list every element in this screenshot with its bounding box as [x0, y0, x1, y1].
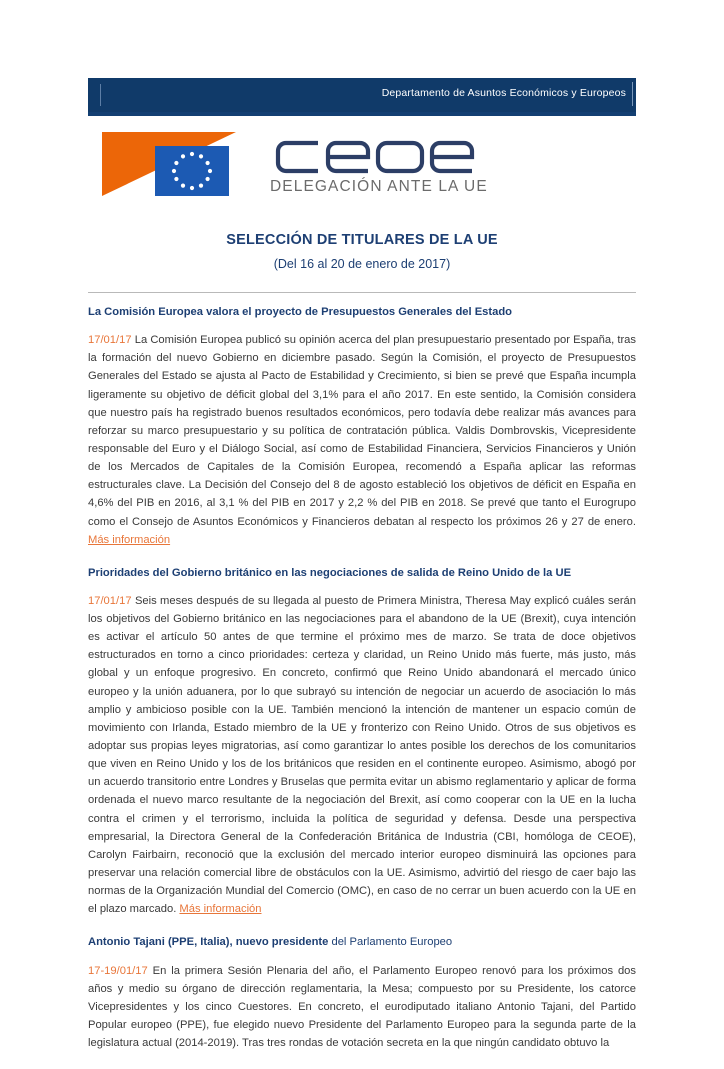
article-1-heading — [88, 305, 636, 320]
page-subtitle: (Del 16 al 20 de enero de 2017) — [273, 257, 451, 271]
title-divider — [88, 292, 636, 293]
article-3-heading-light: del Parlamento Europeo — [331, 936, 453, 949]
header-bottom-rule — [88, 112, 636, 116]
article-3-text: En la primera Sesión Plenaria del año, el Parlamento Europeo renovó para los próximos dos años y medio su órgano de dirección reglamentaria, la Mesa; compuesto por su Presidente, los catorce Vicepresidentes y los cinco Cuestores. En concreto, el eurodiputado italiano Antonio Tajani, del Partido Popular europeo (PPE), fue elegido nuevo Presidente del Parlamento Europeo para la segunda parte de la legislatura actual (2014-2019). Tras tres rondas de votación secreta en la que ningún candidato obtuvo la — [88, 964, 637, 1050]
article-2 — [88, 566, 636, 919]
logo-subtitle: DELEGACIÓN ANTE LA UE — [270, 178, 488, 195]
article-3-date: 17-19/01/17 — [88, 964, 148, 977]
ceoe-logo — [100, 124, 520, 208]
article-1-heading-bold: La Comisión Europea valora el proyecto de Presupuestos Generales del Estado — [88, 306, 513, 318]
header-divider-right-icon — [632, 82, 633, 106]
page-title: SELECCIÓN DE TITULARES DE LA UE — [226, 232, 498, 248]
article-2-text: Seis meses después de su llegada al puesto de Primera Ministra, Theresa May explicó cuáles serán los objetivos del Gobierno británico en las negociaciones para el abandono de la UE (Brexit), cuya intención es activar el artículo 50 antes de que termine el próximo mes de marzo. Se trata de doce objetivos estructurados en torno a cinco prioridades: certeza y claridad, un Reino Unido más fuerte, más justo, más global y un enfoque progresivo. En concreto, confirmó que Reino Unido abandonará el mercado único europeo y la unión aduanera, por lo que subrayó su intención de negociar un acuerdo de asociación lo más amplio y ambicioso posible con la UE. También mencionó la intención de mantener un espacio común de movimiento con Irlanda, Estado miembro de la UE y fronterizo con Reino Unido. Otros de sus objetivos es adoptar sus propias leyes migratorias, así como garantizar lo antes posible los derechos de los comunitarios que viven en Reino Unido y los de los británicos que residen en el continente europeo. Asimismo, abogó por un acuerdo transitorio entre Londres y Bruselas que permita evitar un abismo reglamentario y aplicar de forma ordenada el nuevo marco resultante de la negociación del Brexit, así como cooperar con la UE en la lucha contra el crimen y el terrorismo, incluida la política de seguridad y defensa. Desde una perspectiva empresarial, la Directora General de la Confederación Británica de Industria (CBI, homóloga de CEOE), Carolyn Fairbairn, reconoció que la exclusión del mercado interior europeo disminuirá las opciones para preservar una relación comercial libre de obstáculos con la UE. Asimismo, advirtió del riesgo de caer bajo las normas de la Organización Mundial del Comercio (OMC), en caso de no cerrar un buen acuerdo con la UE en el plazo marcado. — [88, 594, 637, 916]
header-department-title: Departamento de Asuntos Económicos y Europeos — [381, 87, 626, 99]
article-2-more-link[interactable]: Más información — [179, 903, 262, 916]
article-1-more-link[interactable]: Más información — [88, 533, 171, 546]
article-1-body — [88, 331, 636, 549]
article-3-heading — [88, 935, 636, 950]
article-1-date: 17/01/17 — [88, 334, 132, 347]
article-1 — [88, 305, 636, 549]
header-bar — [88, 78, 636, 112]
article-1-text: La Comisión Europea publicó su opinión acerca del plan presupuestario presentado por España, tras la formación del nuevo Gobierno en diciembre pasado. Según la Comisión, el proyecto de Presupuestos Generales del Estado se ajusta al Pacto de Estabilidad y Crecimiento, si bien se prevé que España incumpla ligeramente su objetivo de déficit global del 3,1% para el año 2017. En este sentido, la Comisión considera que nuestro país ha registrado buenos resultados económicos, pero todavía debe realizar más avances para reforzar su marco presupuestario y su política de contratación pública. Valdis Dombrovskis, Vicepresidente responsable del Euro y el Diálogo Social, así como de Estabilidad Financiera, Servicios Financieros y Unión de los Mercados de Capitales de la Comisión Europea, recomendó a España aplicar las reformas estructurales clave. La Decisión del Consejo del 8 de agosto estableció los objetivos de déficit en España en 4,6% del PIB en 2016, al 3,1 % del PIB en 2017 y 2,2 % del PIB en 2018. Se prevé que tanto el Eurogrupo como el Consejo de Asuntos Económicos y Financieros debatan al respecto los próximos 26 y 27 de enero. — [88, 334, 636, 528]
header-divider-left-icon — [100, 84, 101, 106]
article-3-heading-bold: Antonio Tajani (PPE, Italia), nuevo presidente — [88, 936, 332, 949]
article-3 — [88, 935, 636, 1052]
eu-flag-icon — [100, 124, 260, 208]
article-2-body — [88, 592, 636, 919]
article-2-date: 17/01/17 — [88, 594, 132, 607]
ceoe-wordmark-icon — [268, 130, 508, 182]
article-2-heading-bold: Prioridades del Gobierno británico en las negociaciones de salida de Reino Unido de la UE — [88, 566, 572, 579]
article-list — [88, 305, 636, 1069]
article-3-body — [88, 962, 636, 1053]
article-2-heading — [88, 566, 636, 581]
